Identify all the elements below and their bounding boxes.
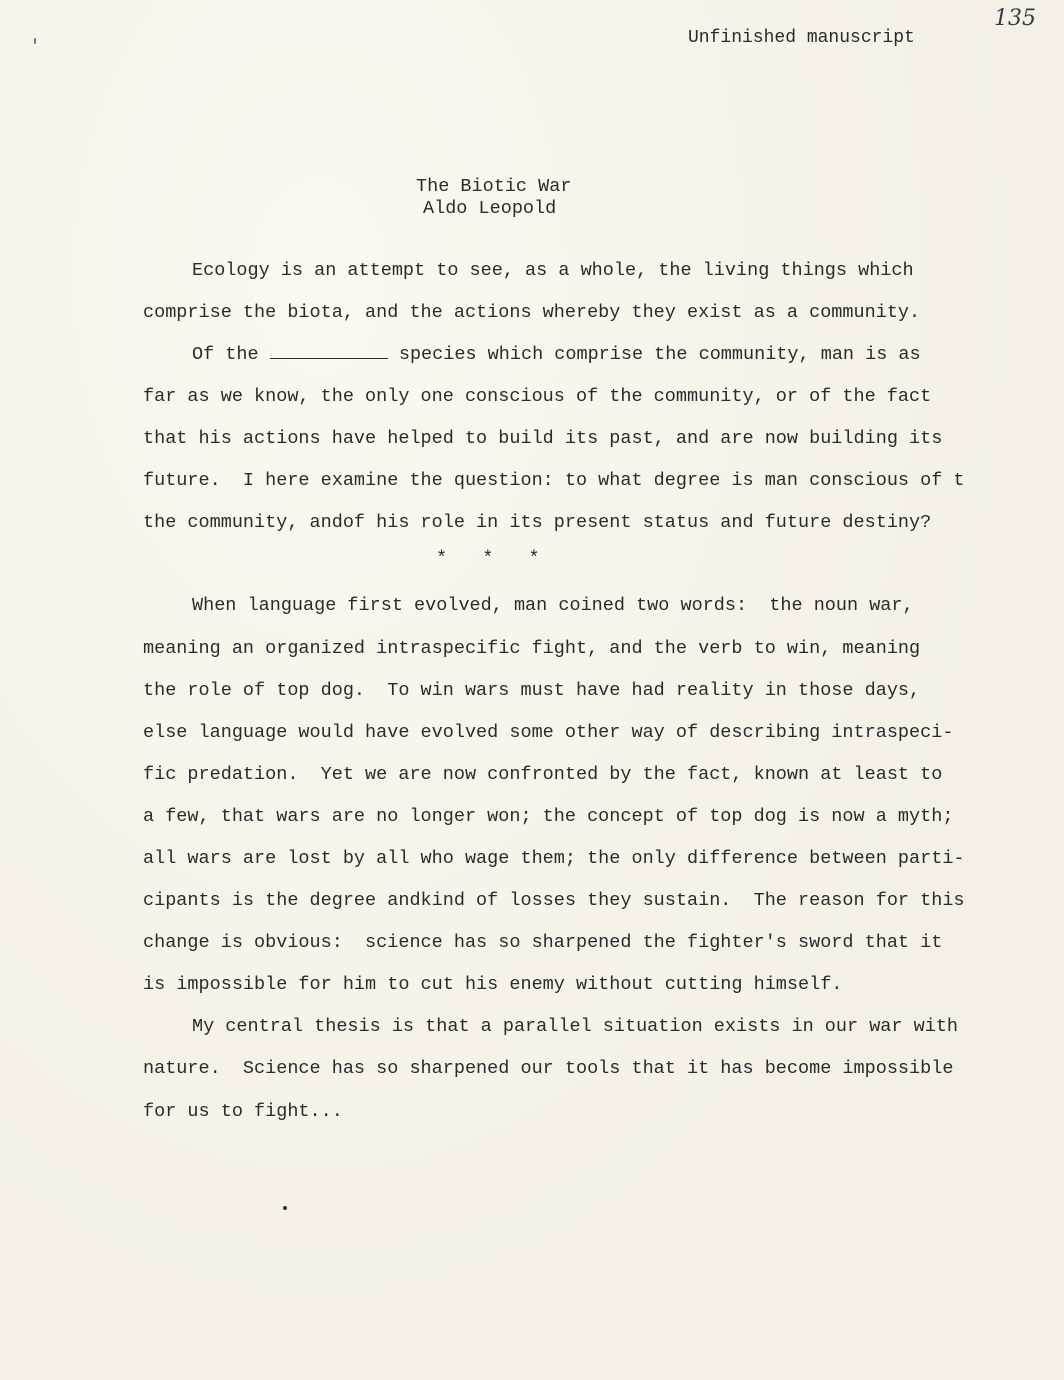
text-line: meaning an organized intraspecific fight, and the verb to win, meaning bbox=[143, 638, 921, 659]
page-number: 135 bbox=[994, 6, 1036, 31]
text-line: else language would have evolved some other way of describing intraspeci- bbox=[143, 722, 954, 743]
section-separator: * * * bbox=[436, 548, 552, 569]
text-line: comprise the biota, and the actions whereby they exist as a community. bbox=[143, 302, 921, 323]
text-line: My central thesis is that a parallel situation exists in our war with bbox=[192, 1016, 959, 1037]
text-line: future. I here examine the question: to what degree is man conscious of t bbox=[143, 470, 965, 491]
text-line: the community, andof his role in its present status and future destiny? bbox=[143, 512, 932, 533]
header-note: Unfinished manuscript bbox=[688, 28, 915, 48]
text-line: Ecology is an attempt to see, as a whole, the living things which bbox=[192, 260, 914, 281]
blank-rule bbox=[270, 344, 388, 359]
document-author: Aldo Leopold bbox=[423, 198, 557, 219]
text-line: all wars are lost by all who wage them; the only difference between parti- bbox=[143, 848, 965, 869]
ink-speck bbox=[34, 38, 36, 44]
text-line: nature. Science has so sharpened our tools that it has become impossible bbox=[143, 1058, 954, 1079]
text-line: that his actions have helped to build its past, and are now building its bbox=[143, 428, 943, 449]
text-line: change is obvious: science has so sharpened the fighter's sword that it bbox=[143, 932, 943, 953]
text-line: When language first evolved, man coined two words: the noun war, bbox=[192, 595, 914, 616]
text-line: a few, that wars are no longer won; the concept of top dog is now a myth; bbox=[143, 806, 954, 827]
document-title: The Biotic War bbox=[416, 176, 572, 197]
text-line: cipants is the degree andkind of losses they sustain. The reason for this bbox=[143, 890, 965, 911]
text-line: fic predation. Yet we are now confronted by the fact, known at least to bbox=[143, 764, 943, 785]
text-line: the role of top dog. To win wars must have had reality in those days, bbox=[143, 680, 921, 701]
text-line: far as we know, the only one conscious of the community, or of the fact bbox=[143, 386, 932, 407]
ink-speck bbox=[283, 1206, 287, 1210]
text-line: for us to fight... bbox=[143, 1101, 343, 1122]
text-segment: species which comprise the community, man is as bbox=[398, 344, 921, 365]
text-segment: Of the bbox=[192, 344, 259, 365]
text-line: is impossible for him to cut his enemy without cutting himself. bbox=[143, 974, 843, 995]
text-line-with-blank bbox=[192, 344, 921, 365]
